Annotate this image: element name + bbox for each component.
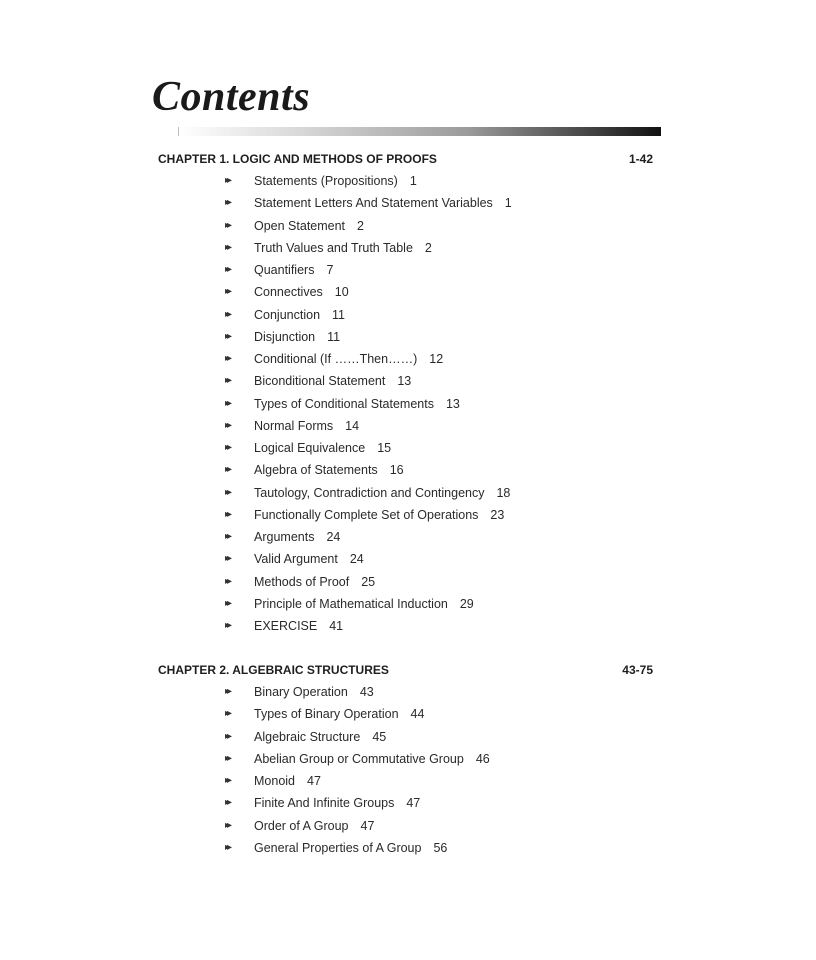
toc-entry (158, 815, 653, 837)
chapter-entry-list (158, 681, 653, 859)
toc-entry-title: Open Statement (254, 218, 346, 233)
toc-entry-label (254, 393, 460, 415)
toc-entry (158, 326, 653, 348)
toc-entry-page: 2 (357, 218, 364, 233)
toc-entry-title: Quantifiers (254, 263, 315, 277)
toc-entry-page: 1 (504, 196, 512, 211)
chapter-page-range: 43-75 (622, 663, 653, 677)
toc-entry-title: Normal Forms (254, 418, 334, 433)
toc-entry (158, 237, 653, 259)
toc-entry-label (254, 259, 333, 281)
double-arrow-right-icon: ▸▸ (225, 419, 230, 431)
toc-entry (158, 748, 653, 770)
toc-entry-title: Statements (Propositions) (254, 174, 398, 188)
toc-entry-label (254, 437, 391, 459)
toc-entry (158, 482, 653, 504)
toc-entry (158, 215, 653, 237)
double-arrow-right-icon: ▸▸ (225, 508, 230, 520)
toc-entry-page: 11 (332, 307, 345, 322)
toc-entry-label (254, 770, 321, 792)
toc-entry (158, 304, 653, 326)
toc-entry-title: Connectives (254, 285, 323, 300)
toc-entry-title: Methods of Proof (254, 574, 350, 589)
toc-entry-title: Truth Values and Truth Table (254, 240, 413, 255)
toc-entry (158, 170, 653, 192)
double-arrow-right-icon: ▸▸ (225, 797, 230, 809)
double-arrow-right-icon: ▸▸ (225, 486, 230, 498)
toc-entry (158, 548, 653, 570)
toc-entry-title: Valid Argument (254, 552, 338, 567)
toc-entry-label (254, 792, 420, 814)
toc-entry-page: 47 (307, 774, 321, 788)
toc-entry-title: Biconditional Statement (254, 374, 386, 389)
toc-entry-title: Conditional (If ……Then……) (254, 352, 418, 366)
toc-entry (158, 681, 653, 703)
toc-entry-title: EXERCISE (254, 619, 318, 633)
double-arrow-right-icon: ▸▸ (225, 841, 230, 853)
double-arrow-right-icon: ▸▸ (225, 819, 230, 831)
toc-entry-label (254, 837, 447, 859)
double-arrow-right-icon: ▸▸ (225, 353, 230, 364)
double-arrow-right-icon: ▸▸ (225, 708, 230, 720)
toc-entry-label (254, 281, 349, 303)
toc-entry (158, 837, 653, 859)
toc-entry-page: 14 (345, 418, 360, 433)
chapter-title: CHAPTER 1. LOGIC AND METHODS OF PROOFS (158, 152, 437, 166)
double-arrow-right-icon: ▸▸ (225, 264, 230, 275)
double-arrow-right-icon: ▸▸ (225, 308, 230, 320)
toc-entry-page: 1 (409, 174, 417, 188)
toc-entry (158, 792, 653, 814)
toc-entry-page: 46 (475, 751, 490, 766)
toc-entry-title: Order of A Group (254, 818, 349, 833)
toc-entry-page: 47 (406, 796, 421, 811)
toc-entry-label (254, 526, 340, 548)
double-arrow-right-icon: ▸▸ (225, 330, 230, 342)
toc-entry (158, 593, 653, 615)
double-arrow-right-icon: ▸▸ (225, 575, 230, 587)
toc-entry-page: 24 (349, 552, 364, 567)
toc-entry-page: 16 (389, 463, 404, 478)
toc-entry (158, 370, 653, 392)
toc-entry-title: Binary Operation (254, 685, 348, 699)
toc-entry-page: 10 (334, 285, 349, 300)
toc-entry-page: 45 (372, 729, 387, 744)
page-title: Contents (152, 74, 311, 120)
double-arrow-right-icon: ▸▸ (225, 730, 230, 742)
toc-entry-label (254, 304, 345, 326)
toc-entry-title: Finite And Infinite Groups (254, 796, 395, 811)
toc-entry-label (254, 748, 490, 770)
toc-entry-title: Types of Binary Operation (254, 707, 399, 722)
title-underline-bar (180, 127, 661, 136)
double-arrow-right-icon: ▸▸ (225, 464, 230, 476)
double-arrow-right-icon: ▸▸ (225, 553, 230, 565)
toc-entry-page: 43 (359, 685, 374, 699)
double-arrow-right-icon: ▸▸ (225, 197, 230, 209)
toc-entry (158, 437, 653, 459)
toc-entry-label (254, 170, 417, 192)
chapter-1-section (158, 148, 653, 637)
chapter-heading (158, 148, 653, 170)
toc-entry-label (254, 504, 504, 526)
chapter-2-section (158, 659, 653, 859)
toc-entry-page: 18 (496, 485, 511, 500)
toc-entry (158, 703, 653, 725)
toc-entry-title: Abelian Group or Commutative Group (254, 751, 464, 766)
toc-entry-title: General Properties of A Group (254, 840, 422, 855)
toc-entry-label (254, 571, 375, 593)
toc-entry-title: Principle of Mathematical Induction (254, 596, 448, 611)
toc-entry-label (254, 215, 364, 237)
chapter-title: CHAPTER 2. ALGEBRAIC STRUCTURES (158, 663, 389, 677)
toc-entry-label (254, 482, 510, 504)
toc-entry-title: Functionally Complete Set of Operations (254, 507, 479, 522)
toc-entry-label (254, 237, 432, 259)
double-arrow-right-icon: ▸▸ (225, 597, 230, 609)
toc-entry (158, 526, 653, 548)
toc-entry-label (254, 593, 474, 615)
toc-entry-page: 2 (424, 240, 432, 255)
toc-entry-title: Statement Letters And Statement Variables (254, 196, 493, 211)
chapter-entry-list (158, 170, 653, 637)
toc-entry (158, 615, 653, 637)
toc-entry (158, 393, 653, 415)
toc-entry-page: 23 (490, 507, 505, 522)
toc-entry-page: 25 (361, 574, 376, 589)
toc-entry (158, 415, 653, 437)
toc-entry (158, 504, 653, 526)
toc-entry-label (254, 459, 404, 481)
toc-entry-page: 29 (459, 596, 474, 611)
double-arrow-right-icon: ▸▸ (225, 241, 230, 253)
double-arrow-right-icon: ▸▸ (225, 375, 230, 387)
toc-entry-page: 24 (326, 530, 341, 544)
toc-entry-title: Algebraic Structure (254, 729, 361, 744)
toc-entry (158, 348, 653, 370)
toc-entry-page: 41 (329, 619, 344, 633)
chapter-heading (158, 659, 653, 681)
toc-entry-label (254, 703, 424, 725)
toc-entry-title: Tautology, Contradiction and Contingency (254, 485, 485, 500)
toc-entry (158, 259, 653, 281)
toc-entry-label (254, 681, 374, 703)
toc-entry-page: 13 (397, 374, 412, 389)
toc-entry-label (254, 370, 411, 392)
toc-entry-title: Disjunction (254, 329, 316, 344)
toc-entry (158, 726, 653, 748)
double-arrow-right-icon: ▸▸ (225, 442, 230, 453)
toc-entry-label (254, 615, 343, 637)
toc-entry-page: 56 (433, 840, 448, 855)
toc-entry-title: Arguments (254, 530, 315, 544)
toc-entry-title: Monoid (254, 774, 295, 788)
toc-entry-title: Algebra of Statements (254, 463, 378, 478)
toc-entry (158, 459, 653, 481)
toc-entry-label (254, 192, 512, 214)
double-arrow-right-icon: ▸▸ (225, 620, 230, 631)
toc-entry-label (254, 548, 364, 570)
toc-entry-page: 47 (360, 818, 375, 833)
toc-entry-page: 13 (445, 396, 460, 411)
toc-entry-label (254, 326, 340, 348)
double-arrow-right-icon: ▸▸ (225, 397, 230, 409)
toc-entry-title: Conjunction (254, 307, 321, 322)
toc-entry-label (254, 415, 359, 437)
double-arrow-right-icon: ▸▸ (225, 686, 230, 697)
chapter-page-range: 1-42 (628, 152, 653, 166)
toc-entry-label (254, 348, 443, 370)
toc-entry (158, 571, 653, 593)
double-arrow-right-icon: ▸▸ (225, 219, 230, 231)
toc-entry-title: Types of Conditional Statements (254, 396, 434, 411)
toc-entry (158, 281, 653, 303)
toc-entry-label (254, 815, 374, 837)
toc-entry-page: 15 (377, 441, 392, 455)
toc-entry-page: 7 (326, 263, 334, 277)
toc-entry-title: Logical Equivalence (254, 441, 366, 455)
toc-entry (158, 770, 653, 792)
toc-entry-label (254, 726, 386, 748)
toc-entry-page: 11 (327, 329, 341, 344)
toc-entry-page: 44 (410, 707, 425, 722)
toc-entry-page: 12 (429, 352, 444, 366)
toc-entry (158, 192, 653, 214)
double-arrow-right-icon: ▸▸ (225, 752, 230, 764)
double-arrow-right-icon: ▸▸ (225, 286, 230, 298)
double-arrow-right-icon: ▸▸ (225, 175, 230, 186)
double-arrow-right-icon: ▸▸ (225, 531, 230, 542)
double-arrow-right-icon: ▸▸ (225, 775, 230, 786)
